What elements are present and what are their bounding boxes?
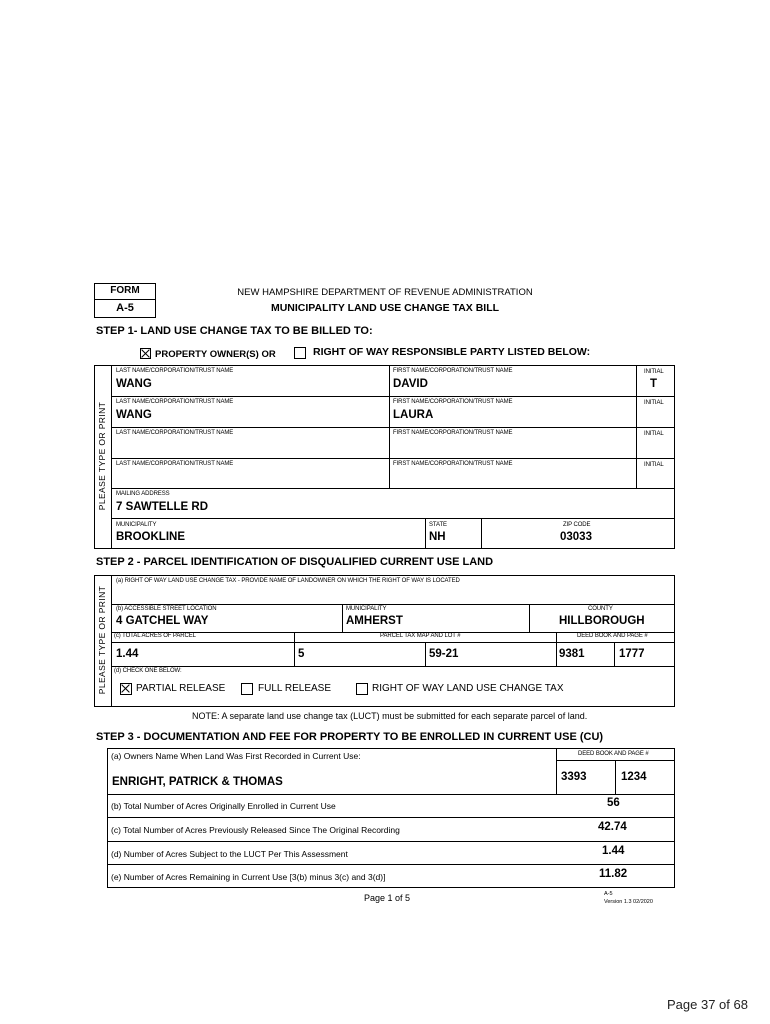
- row-landowner-label: (a) RIGHT OF WAY LAND USE CHANGE TAX - PROVIDE NAME OF LANDOWNER ON WHICH THE RIGHT OF WAY IS LOCATED: [116, 578, 460, 584]
- check-one-label: (d) CHECK ONE BELOW:: [114, 668, 182, 674]
- agency-name: NEW HAMPSHIRE DEPARTMENT OF REVENUE ADMINISTRATION: [237, 287, 533, 298]
- municipality-field[interactable]: BROOKLINE: [116, 531, 185, 543]
- step1-title: STEP 1- LAND USE CHANGE TAX TO BE BILLED TO:: [96, 325, 373, 337]
- owner-checkbox[interactable]: [140, 348, 151, 359]
- full-release-checkbox[interactable]: [241, 683, 253, 695]
- acres-remaining-field[interactable]: 11.82: [599, 868, 628, 880]
- first-name-label: FIRST NAME/CORPORATION/TRUST NAME: [393, 430, 513, 436]
- initial-label: INITIAL: [644, 400, 664, 406]
- acres-subject-field[interactable]: 1.44: [602, 845, 625, 857]
- partial-release-checkbox[interactable]: [120, 683, 132, 695]
- parcel-field-5[interactable]: 5: [298, 648, 305, 660]
- acres-subject-label: (d) Number of Acres Subject to the LUCT Per This Assessment: [111, 849, 348, 859]
- last-name-field-2[interactable]: WANG: [116, 409, 152, 421]
- viewer-page-indicator: Page 37 of 68: [667, 997, 748, 1012]
- zip-field[interactable]: 03033: [560, 531, 592, 543]
- mailing-address-label: MAILING ADDRESS: [116, 491, 170, 497]
- cu-deed-label: DEED BOOK AND PAGE #: [578, 751, 649, 757]
- divider: [111, 458, 675, 459]
- street-field[interactable]: 4 GATCHEL WAY: [116, 615, 209, 627]
- divider: [342, 604, 343, 633]
- municipality-label: MUNICIPALITY: [116, 522, 157, 528]
- footer-version: Version 1.3 02/2020: [604, 899, 653, 905]
- mailing-address-field[interactable]: 7 SAWTELLE RD: [116, 501, 209, 513]
- owner-recorded-field[interactable]: ENRIGHT, PATRICK & THOMAS: [112, 776, 283, 788]
- first-name-label: FIRST NAME/CORPORATION/TRUST NAME: [393, 461, 513, 467]
- acres-remaining-label: (e) Number of Acres Remaining in Current Use [3(b) minus 3(c) and 3(d)]: [111, 872, 386, 882]
- step1-side-label: PLEASE TYPE OR PRINT: [97, 401, 107, 511]
- cu-deed-page-field[interactable]: 1234: [621, 771, 647, 783]
- county-field[interactable]: HILLBOROUGH: [559, 615, 645, 627]
- map-lot-field[interactable]: 59-21: [429, 648, 459, 660]
- owner-option-label: PROPERTY OWNER(S) OR: [155, 349, 276, 360]
- step2-side-label: PLEASE TYPE OR PRINT: [97, 585, 107, 695]
- first-name-label: FIRST NAME/CORPORATION/TRUST NAME: [393, 368, 513, 374]
- state-label: STATE: [429, 522, 447, 528]
- row-tax-checkbox[interactable]: [356, 683, 368, 695]
- divider: [529, 604, 530, 633]
- divider: [111, 642, 675, 643]
- form-number: A-5: [116, 302, 134, 314]
- divider: [481, 518, 482, 549]
- last-name-field-1[interactable]: WANG: [116, 378, 152, 390]
- row-party-option-label: RIGHT OF WAY RESPONSIBLE PARTY LISTED BELOW:: [313, 346, 591, 358]
- divider: [425, 518, 426, 549]
- first-name-field-1[interactable]: DAVID: [393, 378, 428, 390]
- cu-deed-book-field[interactable]: 3393: [561, 771, 587, 783]
- map-lot-label: PARCEL TAX MAP AND LOT #: [380, 633, 461, 639]
- acres-released-field[interactable]: 42.74: [598, 821, 627, 833]
- partial-release-label: PARTIAL RELEASE: [136, 683, 226, 694]
- initial-label: INITIAL: [644, 462, 664, 468]
- initial-label: INITIAL: [644, 369, 664, 375]
- divider: [111, 427, 675, 428]
- last-name-label: LAST NAME/CORPORATION/TRUST NAME: [116, 368, 234, 374]
- form-label: FORM: [110, 285, 140, 296]
- parcel-deed-page-field[interactable]: 1777: [619, 648, 645, 660]
- owner-recorded-label: (a) Owners Name When Land Was First Recorded in Current Use:: [111, 751, 361, 761]
- initial-field-1[interactable]: T: [650, 378, 658, 390]
- form-title: MUNICIPALITY LAND USE CHANGE TAX BILL: [270, 302, 500, 314]
- last-name-label: LAST NAME/CORPORATION/TRUST NAME: [116, 430, 234, 436]
- acres-label: (c) TOTAL ACRES OF PARCEL: [114, 633, 196, 639]
- county-label: COUNTY: [588, 606, 613, 612]
- street-label: (b) ACCESSIBLE STREET LOCATION: [116, 606, 217, 612]
- full-release-label: FULL RELEASE: [258, 683, 331, 694]
- initial-label: INITIAL: [644, 431, 664, 437]
- divider: [556, 748, 557, 795]
- step2-title: STEP 2 - PARCEL IDENTIFICATION OF DISQUALIFIED CURRENT USE LAND: [96, 556, 494, 568]
- divider: [425, 642, 426, 667]
- divider: [111, 396, 675, 397]
- acres-originally-label: (b) Total Number of Acres Originally Enrolled in Current Use: [111, 801, 336, 811]
- divider: [636, 365, 637, 489]
- page-number: Page 1 of 5: [364, 893, 411, 903]
- row-tax-label: RIGHT OF WAY LAND USE CHANGE TAX: [372, 683, 564, 694]
- acres-released-label: (c) Total Number of Acres Previously Released Since The Original Recording: [111, 825, 400, 835]
- divider: [556, 632, 557, 667]
- divider: [615, 760, 616, 795]
- last-name-label: LAST NAME/CORPORATION/TRUST NAME: [116, 461, 234, 467]
- divider: [294, 632, 295, 667]
- last-name-label: LAST NAME/CORPORATION/TRUST NAME: [116, 399, 234, 405]
- divider: [389, 365, 390, 489]
- parcel-municipality-label: MUNICIPALITY: [346, 606, 387, 612]
- zip-label: ZIP CODE: [563, 522, 591, 528]
- acres-originally-field[interactable]: 56: [607, 797, 620, 809]
- parcel-note: NOTE: A separate land use change tax (LUCT) must be submitted for each separate parcel of land.: [192, 711, 588, 721]
- row-party-checkbox[interactable]: [294, 347, 306, 359]
- acres-field[interactable]: 1.44: [116, 648, 139, 660]
- parcel-municipality-field[interactable]: AMHERST: [346, 615, 403, 627]
- footer-form-id: A-5: [604, 891, 613, 897]
- first-name-label: FIRST NAME/CORPORATION/TRUST NAME: [393, 399, 513, 405]
- step3-title: STEP 3 - DOCUMENTATION AND FEE FOR PROPERTY TO BE ENROLLED IN CURRENT USE (CU): [96, 731, 604, 743]
- parcel-deed-book-field[interactable]: 9381: [559, 648, 585, 660]
- first-name-field-2[interactable]: LAURA: [393, 409, 434, 421]
- parcel-deed-label: DEED BOOK AND PAGE #: [577, 633, 648, 639]
- divider: [614, 642, 615, 667]
- state-field[interactable]: NH: [429, 531, 446, 543]
